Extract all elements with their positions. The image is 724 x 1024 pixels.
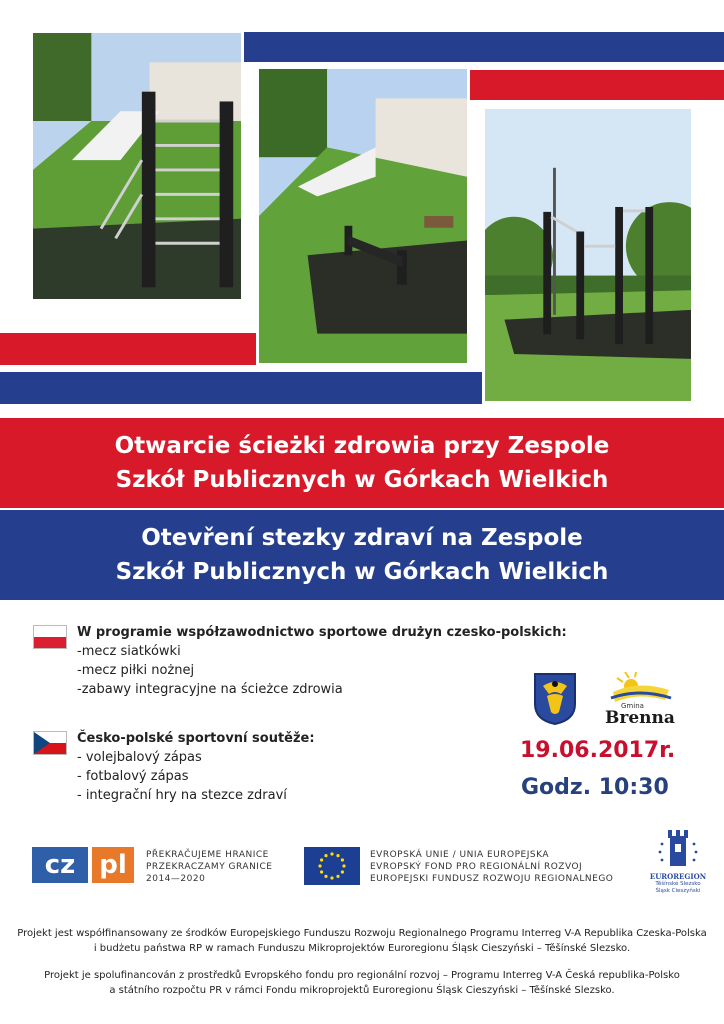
czpl-text: [146, 849, 272, 885]
program-polish-item: -zabawy integracyjne na ścieżce zdrowia: [77, 682, 343, 697]
czpl-pl-box: pl: [92, 847, 134, 883]
eu-text: [370, 849, 613, 885]
event-time: Godz. 10:30: [521, 775, 669, 800]
title-czech-band: [0, 510, 724, 600]
program-czech-item: - volejbalový zápas: [77, 750, 202, 765]
czpl-logo: [32, 845, 292, 889]
euroregion-line3: Śląsk Cieszyński: [655, 888, 701, 894]
coat-of-arms-logo: [533, 672, 577, 726]
czpl-cz-box: cz: [32, 847, 88, 883]
event-date: 19.06.2017r.: [520, 738, 676, 763]
footer-czech-line2: a státního rozpočtu PR v rámci Fondu mikroprojektů Euroregionu Śląsk Cieszyński – Těšínské Slezsko.: [109, 985, 615, 996]
program-polish-heading: W programie współzawodnictwo sportowe drużyn czesko-polskich:: [77, 625, 567, 640]
brenna-logo: [603, 672, 677, 730]
program-polish-item: -mecz siatkówki: [77, 644, 181, 659]
program-czech-item: - integrační hry na stezce zdraví: [77, 788, 287, 803]
eu-logo: [304, 845, 624, 889]
euroregion-line2: Těšínské Slezsko: [655, 881, 701, 887]
eu-line2: EVROPSKÝ FOND PRO REGIONÁLNÍ ROZVOJ: [370, 862, 583, 872]
euroregion-logo: [648, 826, 708, 904]
program-czech-heading: Česko-polské sportovní soutěže:: [77, 731, 315, 746]
title-polish-line2: Szkół Publicznych w Górkach Wielkich: [115, 467, 609, 493]
title-polish-line1: Otwarcie ścieżki zdrowia przy Zespole: [114, 433, 610, 459]
czpl-line2: PRZEKRACZAMY GRANICE: [146, 862, 273, 872]
tower-icon: [648, 826, 708, 870]
footer-czech: [0, 968, 724, 998]
photo-ladder-equipment: [30, 30, 244, 302]
photo-balance-beam: [256, 66, 470, 366]
euroregion-name: EUROREGION: [649, 872, 707, 881]
photo-pull-up-bars: [482, 106, 694, 404]
footer-polish-line2: i budżetu państwa RP w ramach Funduszu Mikroprojektów Euroregionu Śląsk Cieszyński – Těšínské Slezsko.: [93, 943, 631, 954]
footer-polish: [0, 926, 724, 956]
brenna-name: Brenna: [605, 708, 675, 728]
program-czech-item: - fotbalový zápas: [77, 769, 189, 784]
eu-flag-icon: [304, 847, 360, 885]
czpl-line1: PŘEKRAČUJEME HRANICE: [146, 850, 269, 860]
title-czech-line1: Otevření stezky zdraví na Zespole: [141, 525, 583, 551]
eu-line3: EUROPEJSKI FUNDUSZ ROZWOJU REGIONALNEGO: [370, 874, 614, 884]
poland-flag: [33, 625, 67, 649]
footer-polish-line1: Projekt jest współfinansowany ze środków Europejskiego Funduszu Rozwoju Regionalnego Programu Interreg V-A Republika Czeska-Polska: [17, 928, 707, 939]
program-polish: [77, 623, 567, 699]
title-polish-band: [0, 418, 724, 508]
czech-flag: [33, 731, 67, 755]
eu-line1: EVROPSKÁ UNIE / UNIA EUROPEJSKA: [370, 850, 549, 860]
program-czech: [77, 729, 315, 805]
czpl-line3: 2014—2020: [146, 874, 206, 884]
program-polish-item: -mecz piłki nożnej: [77, 663, 195, 678]
brenna-small-label: Gmina: [621, 702, 644, 710]
title-czech-line2: Szkół Publicznych w Górkach Wielkich: [115, 559, 609, 585]
footer-czech-line1: Projekt je spolufinancován z prostředků Evropského fondu pro regionální rozvoj – Programu Interreg V-A Česká republika-Polsko: [44, 970, 680, 981]
